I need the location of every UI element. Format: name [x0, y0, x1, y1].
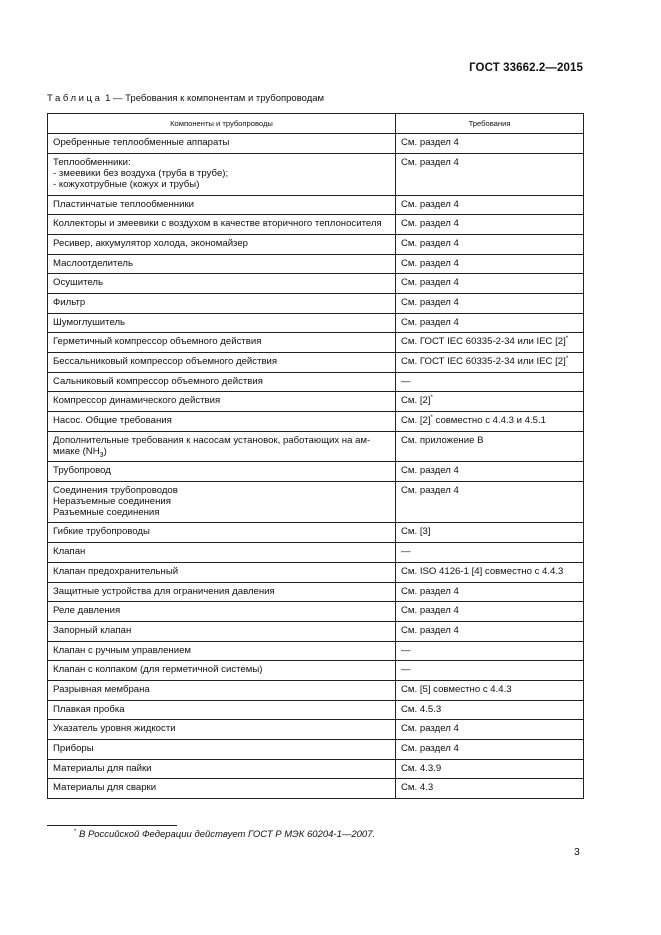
component-cell — [48, 759, 396, 779]
requirement-text: См. 4.3 — [401, 782, 434, 794]
requirement-text: См. [3] — [401, 526, 431, 538]
requirement-text: См. 4.3.9 — [401, 762, 442, 774]
table-body — [48, 134, 584, 799]
component-line: Фильтр — [53, 296, 86, 308]
component-line: Маслоотделитель — [53, 257, 133, 269]
component-line: Реле давления — [53, 605, 121, 617]
footnote-mark: * — [74, 828, 77, 835]
requirement-cell — [396, 602, 584, 622]
component-cell — [48, 602, 396, 622]
requirement-text: — — [401, 664, 411, 676]
table-row — [48, 680, 584, 700]
requirement-cell — [396, 195, 584, 215]
requirement-text: См. раздел 4 — [401, 585, 459, 597]
table-row — [48, 621, 584, 641]
component-cell — [48, 392, 396, 412]
component-cell — [48, 582, 396, 602]
table-caption-text: 1 — Требования к компонентам и трубопроводам — [102, 93, 325, 104]
requirement-text: См. раздел 4 — [401, 465, 459, 477]
requirement-text: См. раздел 4 — [401, 198, 459, 210]
column-header-components: Компоненты и трубопроводы — [48, 114, 396, 134]
component-cell — [48, 543, 396, 563]
footnote-reference: * — [565, 355, 569, 362]
table-row — [48, 274, 584, 294]
footnote-reference: * — [430, 395, 433, 402]
table-row — [48, 215, 584, 235]
table-row — [48, 602, 584, 622]
table-row — [48, 481, 584, 523]
table-row — [48, 353, 584, 373]
table-row — [48, 234, 584, 254]
component-cell — [48, 293, 396, 313]
table-row — [48, 641, 584, 661]
requirement-text: См. раздел 4 — [401, 137, 459, 149]
requirement-text: См. раздел 4 — [401, 296, 459, 308]
table-row — [48, 759, 584, 779]
table-row — [48, 412, 584, 432]
component-line: Плавкая пробка — [53, 703, 125, 715]
requirement-text: — — [401, 546, 411, 558]
requirement-text: См. ГОСТ IEC 60335-2-34 или IEC [2] — [401, 336, 566, 348]
requirement-cell — [396, 759, 584, 779]
requirement-cell — [396, 234, 584, 254]
table-caption-label: Таблица — [47, 93, 103, 104]
component-line: Запорный клапан — [53, 624, 132, 636]
requirement-cell — [396, 621, 584, 641]
component-line: Приборы — [53, 743, 94, 755]
component-line: Клапан предохранительный — [53, 565, 179, 577]
requirement-cell — [396, 431, 584, 461]
component-line: Клапан с ручным управлением — [53, 644, 192, 656]
component-cell — [48, 412, 396, 432]
footnote-text: В Российской Федерации действует ГОСТ Р МЭК 60204-1—2007. — [76, 829, 376, 840]
component-line: - змеевики без воздуха (труба в трубе); — [53, 168, 229, 180]
component-cell — [48, 641, 396, 661]
requirement-text: См. раздел 4 — [401, 257, 459, 269]
requirement-text: См. раздел 4 — [401, 237, 459, 249]
requirement-text: См. раздел 4 — [401, 605, 459, 617]
requirement-cell — [396, 700, 584, 720]
page-number: 3 — [574, 846, 580, 858]
table-row — [48, 195, 584, 215]
requirement-cell — [396, 720, 584, 740]
requirement-cell — [396, 412, 584, 432]
component-cell — [48, 134, 396, 154]
component-line: Материалы для сварки — [53, 782, 157, 794]
component-cell — [48, 661, 396, 681]
requirement-cell — [396, 313, 584, 333]
component-cell — [48, 779, 396, 799]
requirement-cell — [396, 481, 584, 523]
requirement-text: совместно с 4.4.3 и 4.5.1 — [432, 415, 547, 427]
component-line: Коллекторы и змеевики с воздухом в качестве вторичного теплоносителя — [53, 218, 382, 230]
requirement-cell — [396, 543, 584, 563]
component-cell — [48, 215, 396, 235]
component-line: Бессальниковый компрессор объемного действия — [53, 356, 278, 367]
requirement-cell — [396, 779, 584, 799]
component-line: Клапан — [53, 546, 86, 558]
requirement-cell — [396, 661, 584, 681]
table-row — [48, 523, 584, 543]
requirement-text: См. ISO 4126-1 [4] совместно с 4.4.3 — [401, 565, 564, 577]
component-cell — [48, 153, 396, 195]
requirement-text: См. [5] совместно с 4.4.3 — [401, 683, 512, 695]
footnote — [74, 829, 375, 840]
requirement-cell — [396, 562, 584, 582]
standard-designation: ГОСТ 33662.2—2015 — [469, 62, 583, 74]
table-row — [48, 293, 584, 313]
component-line: Компрессор динамического действия — [53, 395, 221, 407]
component-cell — [48, 333, 396, 353]
component-line: Клапан с колпаком (для герметичной системы) — [53, 664, 263, 676]
requirement-cell — [396, 153, 584, 195]
requirement-text: См. [2] — [401, 395, 431, 407]
component-line: Разрывная мембрана — [53, 683, 150, 695]
table-row — [48, 779, 584, 799]
requirement-cell — [396, 462, 584, 482]
table-header-row — [48, 114, 584, 134]
component-cell — [48, 313, 396, 333]
component-cell — [48, 353, 396, 373]
table-row — [48, 661, 584, 681]
requirement-text: См. приложение В — [401, 434, 484, 446]
requirement-text: См. [2] — [401, 415, 431, 427]
table-row — [48, 333, 584, 353]
requirement-text: — — [401, 375, 411, 387]
component-cell — [48, 621, 396, 641]
table-row — [48, 562, 584, 582]
requirement-text: См. раздел 4 — [401, 156, 459, 168]
requirement-text: См. раздел 4 — [401, 316, 459, 328]
table-row — [48, 431, 584, 461]
requirement-text: См. ГОСТ IEC 60335-2-34 или IEC [2] — [401, 356, 566, 367]
component-line: Неразъемные соединения — [53, 496, 171, 508]
table-caption — [47, 93, 324, 104]
component-line — [53, 446, 390, 457]
component-cell — [48, 523, 396, 543]
table-row — [48, 372, 584, 392]
requirement-cell — [396, 582, 584, 602]
component-cell — [48, 431, 396, 461]
table-row — [48, 462, 584, 482]
requirement-cell — [396, 215, 584, 235]
component-line: Дополнительные требования к насосам установок, работающих на ам- — [53, 434, 371, 446]
requirement-text: См. 4.5.3 — [401, 703, 442, 715]
table-row — [48, 392, 584, 412]
table-row — [48, 153, 584, 195]
component-text: ) — [103, 445, 107, 457]
requirement-text: См. раздел 4 — [401, 743, 459, 755]
component-cell — [48, 274, 396, 294]
footnote-reference: * — [430, 414, 433, 421]
column-header-requirements: Требования — [396, 114, 584, 134]
component-line: Разъемные соединения — [53, 507, 160, 519]
component-cell — [48, 720, 396, 740]
table-row — [48, 134, 584, 154]
requirement-cell — [396, 641, 584, 661]
component-cell — [48, 372, 396, 392]
component-cell — [48, 254, 396, 274]
requirements-table — [47, 113, 584, 799]
component-line: Ресивер, аккумулятор холода, экономайзер — [53, 237, 249, 249]
component-line: Осушитель — [53, 277, 104, 289]
requirement-cell — [396, 293, 584, 313]
requirement-text: См. раздел 4 — [401, 484, 459, 496]
component-line: Сальниковый компрессор объемного действия — [53, 375, 263, 387]
component-text: миаке (NH — [53, 445, 100, 457]
component-line: Пластинчатые теплообменники — [53, 198, 195, 210]
requirement-cell — [396, 680, 584, 700]
footnote-reference: * — [565, 336, 569, 343]
component-line: Теплообменники: — [53, 156, 131, 168]
component-line: Соединения трубопроводов — [53, 484, 178, 496]
table-row — [48, 720, 584, 740]
component-cell — [48, 740, 396, 760]
component-cell — [48, 234, 396, 254]
component-line: Оребренные теплообменные аппараты — [53, 137, 230, 149]
component-line: Шумоглушитель — [53, 316, 126, 328]
footnote-separator — [47, 825, 177, 826]
component-cell — [48, 680, 396, 700]
table-row — [48, 543, 584, 563]
table-row — [48, 740, 584, 760]
table-row — [48, 700, 584, 720]
requirement-text: См. раздел 4 — [401, 218, 459, 230]
component-line: Трубопровод — [53, 465, 111, 477]
requirement-cell — [396, 353, 584, 373]
component-cell — [48, 481, 396, 523]
component-cell — [48, 562, 396, 582]
requirement-text: См. раздел 4 — [401, 624, 459, 636]
component-line: Герметичный компрессор объемного действия — [53, 336, 262, 348]
component-line: Гибкие трубопроводы — [53, 526, 150, 538]
component-cell — [48, 700, 396, 720]
requirement-text: См. раздел 4 — [401, 723, 459, 735]
requirement-text: — — [401, 644, 411, 656]
component-cell — [48, 195, 396, 215]
component-line: - кожухотрубные (кожух и трубы) — [53, 179, 200, 191]
component-line: Насос. Общие требования — [53, 415, 172, 427]
requirement-cell — [396, 740, 584, 760]
component-cell — [48, 462, 396, 482]
table-row — [48, 254, 584, 274]
requirement-cell — [396, 372, 584, 392]
table-row — [48, 313, 584, 333]
requirement-cell — [396, 134, 584, 154]
table-row — [48, 582, 584, 602]
requirement-cell — [396, 274, 584, 294]
chemical-subscript: 3 — [99, 451, 104, 459]
component-line: Защитные устройства для ограничения давления — [53, 585, 275, 597]
component-line: Материалы для пайки — [53, 762, 152, 774]
requirement-cell — [396, 392, 584, 412]
requirement-cell — [396, 254, 584, 274]
requirement-cell — [396, 333, 584, 353]
requirement-cell — [396, 523, 584, 543]
component-line: Указатель уровня жидкости — [53, 723, 176, 735]
requirement-text: См. раздел 4 — [401, 277, 459, 289]
